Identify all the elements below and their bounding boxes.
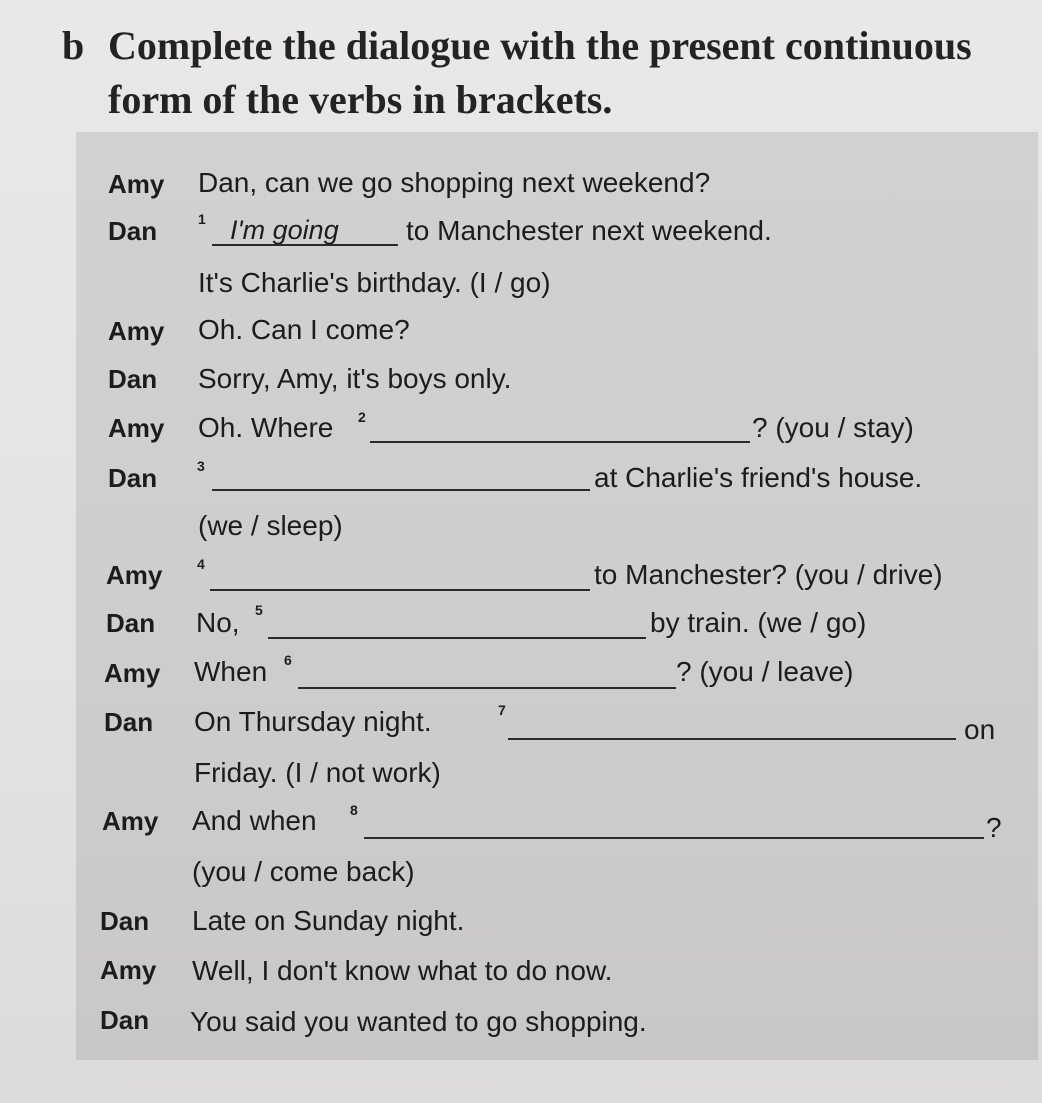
speaker-amy: Amy — [102, 806, 159, 836]
answer-blank-5[interactable] — [268, 637, 646, 639]
instruction-line-1: Complete the dialogue with the present continuous — [108, 23, 972, 68]
speaker-dan: Dan — [108, 364, 158, 394]
dialogue-line-1: Dan, can we go shopping next weekend? — [198, 167, 711, 198]
item-number-1: 1 — [198, 211, 206, 227]
answer-blank-7[interactable] — [508, 738, 956, 740]
dialogue-line-12-start: On Thursday night. — [194, 706, 432, 737]
dialogue-line-13: Friday. (I / not work) — [194, 757, 441, 788]
dialogue-line-16: Late on Sunday night. — [192, 905, 465, 936]
dialogue-line-3: It's Charlie's birthday. (I / go) — [198, 267, 551, 298]
speaker-dan: Dan — [108, 216, 158, 246]
speaker-dan: Dan — [106, 608, 156, 638]
dialogue-line-5: Sorry, Amy, it's boys only. — [198, 363, 512, 394]
speaker-dan: Dan — [108, 463, 158, 493]
speaker-dan: Dan — [100, 906, 150, 936]
dialogue-line-15: (you / come back) — [192, 856, 415, 887]
dialogue-line-9-end: to Manchester? (you / drive) — [594, 559, 943, 590]
dialogue-line-10-start: No, — [196, 607, 240, 638]
speaker-dan: Dan — [104, 707, 154, 737]
speaker-amy: Amy — [104, 658, 161, 688]
speaker-amy: Amy — [108, 316, 165, 346]
answer-blank-6[interactable] — [298, 687, 676, 689]
dialogue-line-7-end: at Charlie's friend's house. — [594, 462, 923, 493]
answer-blank-3[interactable] — [212, 489, 590, 491]
dialogue-line-12-end: on — [964, 714, 996, 745]
answer-blank-4[interactable] — [210, 589, 590, 591]
instruction-line-2: form of the verbs in brackets. — [108, 77, 613, 122]
item-number-5: 5 — [255, 602, 263, 618]
speaker-amy: Amy — [108, 413, 165, 443]
dialogue-line-6-end: ? (you / stay) — [752, 412, 914, 443]
item-number-4: 4 — [197, 556, 205, 572]
dialogue-line-6-start: Oh. Where — [198, 412, 334, 443]
item-number-8: 8 — [350, 802, 358, 818]
example-answer: I'm going — [230, 215, 339, 245]
dialogue-line-18: You said you wanted to go shopping. — [190, 1006, 647, 1037]
dialogue-line-4: Oh. Can I come? — [198, 314, 410, 345]
item-number-6: 6 — [284, 652, 292, 668]
item-number-7: 7 — [498, 702, 506, 718]
dialogue-line-11-end: ? (you / leave) — [676, 656, 854, 687]
dialogue-line-17: Well, I don't know what to do now. — [192, 955, 613, 986]
item-number-3: 3 — [197, 458, 205, 474]
exercise-letter: b — [62, 23, 85, 68]
dialogue-line-14-end: ? — [986, 812, 1002, 843]
dialogue-line-2-end: to Manchester next weekend. — [406, 215, 772, 246]
dialogue-line-10-end: by train. (we / go) — [650, 607, 867, 638]
dialogue-line-8: (we / sleep) — [198, 510, 343, 541]
dialogue-line-14-start: And when — [192, 805, 317, 836]
answer-blank-2[interactable] — [370, 441, 750, 443]
speaker-amy: Amy — [100, 955, 157, 985]
speaker-amy: Amy — [106, 560, 163, 590]
speaker-dan: Dan — [100, 1005, 150, 1035]
item-number-2: 2 — [358, 409, 366, 425]
dialogue-line-11-start: When — [194, 656, 268, 687]
speaker-amy: Amy — [108, 169, 165, 199]
answer-blank-8[interactable] — [364, 837, 984, 839]
